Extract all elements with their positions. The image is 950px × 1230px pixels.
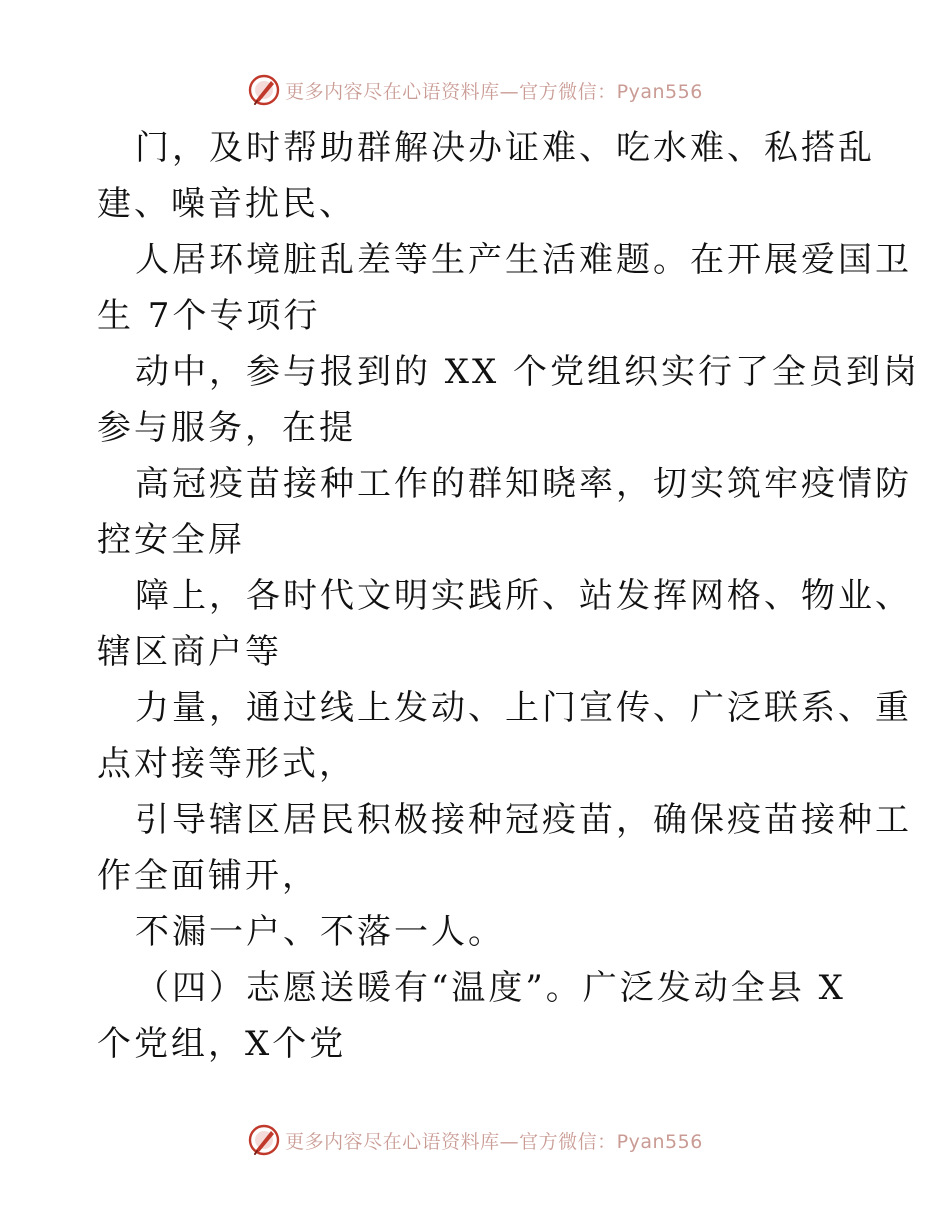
quill-seal-icon <box>247 73 281 107</box>
footer-watermark <box>0 1120 950 1160</box>
header-banner-text: 更多内容尽在心语资料库—官方微信：Pyan556 <box>285 80 703 103</box>
text-line: 力量，通过线上发动、上门宣传、广泛联系、重 <box>135 688 912 728</box>
text-line: 个党组，X个党 <box>97 1024 347 1064</box>
text-line: 门，及时帮助群解决办证难、吃水难、私搭乱 <box>135 128 875 168</box>
text-line: （四）志愿送暖有“温度”。广泛发动全县 X <box>135 968 846 1008</box>
footer-banner-text: 更多内容尽在心语资料库—官方微信：Pyan556 <box>285 1130 703 1153</box>
text-line: 高冠疫苗接种工作的群知晓率，切实筑牢疫情防 <box>135 464 912 504</box>
text-line: 建、噪音扰民、 <box>97 184 356 224</box>
text-line: 障上，各时代文明实践所、站发挥网格、物业、 <box>135 576 912 616</box>
text-line: 参与服务，在提 <box>97 408 356 448</box>
text-line: 不漏一户、不落一人。 <box>135 912 505 952</box>
quill-seal-icon <box>247 1123 281 1157</box>
document-body <box>97 120 921 1072</box>
text-line: 点对接等形式， <box>97 744 356 784</box>
text-line: 生 7个专项行 <box>97 296 321 336</box>
text-line: 作全面铺开， <box>97 856 319 896</box>
text-line: 控安全屏 <box>97 520 245 560</box>
text-line: 引导辖区居民积极接种冠疫苗，确保疫苗接种工 <box>135 800 912 840</box>
header-watermark <box>0 70 950 110</box>
text-line: 辖区商户等 <box>97 632 282 672</box>
text-line: 人居环境脏乱差等生产生活难题。在开展爱国卫 <box>135 240 912 280</box>
text-line: 动中，参与报到的 XX 个党组织实行了全员到岗 <box>135 352 921 392</box>
